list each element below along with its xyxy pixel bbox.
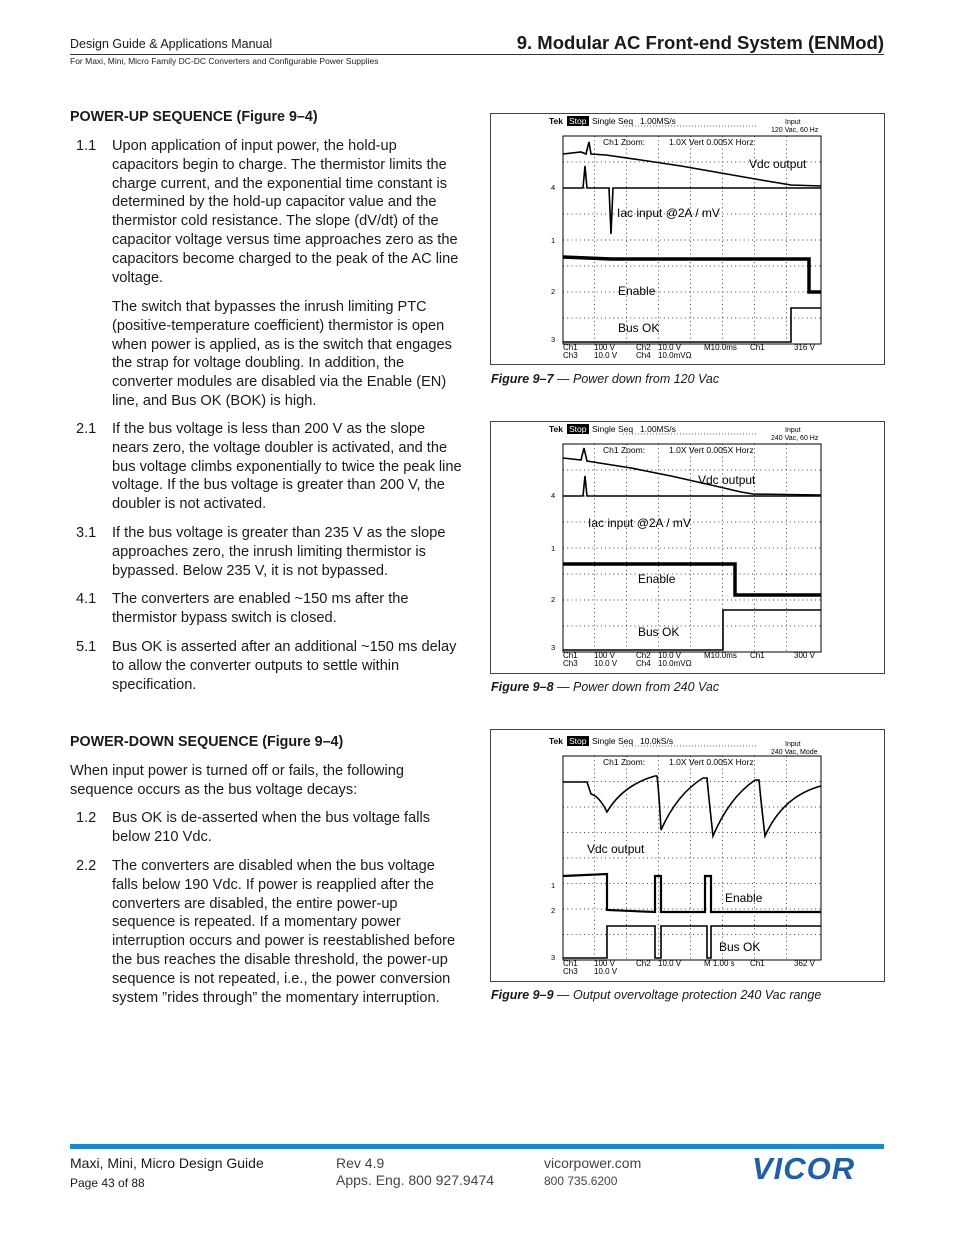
channel-markers [551, 881, 555, 962]
trace-vdc [563, 776, 821, 836]
powerdown-heading: POWER-DOWN SEQUENCE (Figure 9–4) [70, 734, 344, 750]
figure-label: Figure 9–9 [491, 988, 554, 1002]
svg-text:100 V: 100 V [594, 343, 615, 352]
svg-text:240 Vac, 60 Hz: 240 Vac, 60 Hz [771, 435, 819, 442]
svg-text:Bus OK: Bus OK [638, 625, 680, 639]
manual-title: Design Guide & Applications Manual [70, 37, 273, 51]
svg-text:2: 2 [551, 287, 556, 296]
svg-text:1: 1 [551, 236, 556, 245]
powerdown-intro: When input power is turned off or fails, the following sequence occurs as the bus voltage decays: [70, 763, 404, 798]
label-iac: Iac input @2A / mV [617, 206, 720, 220]
scope-zoom-values: 1.0X Vert 0.005X Horz [669, 137, 754, 147]
svg-text:3: 3 [551, 643, 556, 652]
scope-bottom-readout [563, 651, 816, 668]
scope-top-bar [549, 424, 819, 442]
svg-text:Ch4: Ch4 [636, 659, 651, 668]
svg-text:Ch1: Ch1 [750, 959, 765, 968]
figure-label: Figure 9–8 [491, 680, 554, 694]
svg-text:M10.0ms: M10.0ms [704, 651, 737, 660]
svg-text:Ch4: Ch4 [636, 351, 651, 360]
traces [563, 142, 821, 342]
svg-text:100 V: 100 V [594, 959, 615, 968]
svg-text:Input: Input [785, 427, 801, 434]
figure-caption [491, 680, 719, 694]
svg-text:362 V: 362 V [794, 959, 815, 968]
trace-labels [587, 842, 763, 954]
header-divider [70, 54, 884, 55]
channel-markers [551, 183, 555, 344]
scope-top-bar [549, 116, 819, 134]
scope-figure-9-7 [490, 113, 885, 365]
svg-text:10.0mVΩ: 10.0mVΩ [658, 659, 692, 668]
scope-input-title: Input [785, 119, 801, 126]
svg-text:Stop: Stop [569, 736, 587, 746]
svg-text:10.0 V: 10.0 V [658, 959, 682, 968]
svg-text:Stop: Stop [569, 424, 587, 434]
traces [563, 448, 821, 650]
figure-caption-text: — Output overvoltage protection 240 Vac range [553, 988, 822, 1002]
svg-text:Ch1 Zoom:: Ch1 Zoom: [603, 445, 646, 455]
footer-accent-bar [70, 1144, 884, 1149]
trace-labels [588, 473, 756, 639]
figure-caption [491, 988, 821, 1002]
manual-subtitle: For Maxi, Mini, Micro Family DC-DC Converters and Configurable Power Supplies [70, 56, 379, 66]
svg-text:Ch3: Ch3 [563, 659, 578, 668]
svg-text:1.00MS/s: 1.00MS/s [640, 424, 676, 434]
scope-figure-9-9 [490, 729, 885, 982]
trace-enable [563, 874, 821, 912]
label-enable: Enable [618, 284, 656, 298]
item-text: Bus OK is asserted after an additional ~150 ms delay to allow the converter outputs to settle within specification. [112, 639, 457, 693]
trace-busok [563, 308, 821, 342]
svg-text:Ch1 Zoom:: Ch1 Zoom: [603, 757, 646, 767]
svg-text:100 V: 100 V [594, 651, 615, 660]
figure-caption [491, 372, 719, 386]
svg-text:Vdc output: Vdc output [698, 473, 756, 487]
trace-busok [563, 926, 821, 958]
footer-website[interactable]: vicorpower.com [544, 1155, 642, 1171]
svg-text:Tek: Tek [549, 424, 564, 434]
scope-bottom-readout [563, 959, 816, 976]
item-number: 1.1 [76, 138, 97, 154]
trace-vdc [563, 448, 821, 495]
scope-acq: Single Seq [592, 116, 634, 126]
footer-guide-title: Maxi, Mini, Micro Design Guide [70, 1155, 264, 1171]
item-text: The converters are enabled ~150 ms after the thermistor bypass switch is closed. [112, 591, 409, 626]
item-number: 5.1 [76, 639, 97, 655]
svg-text:240 Vac, Mode: 240 Vac, Mode [771, 749, 818, 756]
item-number: 2.1 [76, 421, 97, 437]
svg-text:Tek: Tek [549, 736, 564, 746]
trace-busok [563, 610, 821, 650]
svg-text:4: 4 [551, 183, 556, 192]
figure-caption-text: — Power down from 120 Vac [553, 372, 720, 386]
figure-label: Figure 9–7 [491, 372, 554, 386]
channel-markers [551, 491, 555, 652]
svg-text:2: 2 [551, 906, 556, 915]
svg-text:10.0 V: 10.0 V [594, 659, 618, 668]
trace-enable [563, 564, 821, 595]
svg-text:Ch1: Ch1 [750, 343, 765, 352]
svg-text:Single Seq: Single Seq [592, 424, 634, 434]
vicor-logo [752, 1154, 886, 1189]
svg-text:Vdc output: Vdc output [587, 842, 645, 856]
svg-text:Ch2: Ch2 [636, 959, 651, 968]
svg-text:3: 3 [551, 335, 556, 344]
label-busok: Bus OK [618, 321, 660, 335]
item-text: Upon application of input power, the hold-up capacitors begin to charge. The thermistor limits the charge current, and the exponential time constant is determined by the hold-up capacitor value and the thermistor cold resistance. The slope (dV/dt) of the capacitor voltage versus time approaches zero as the capacitors become charged to the peak of the AC line voltage. [112, 138, 459, 286]
item-number: 2.2 [76, 858, 97, 874]
svg-text:10.0 V: 10.0 V [594, 967, 618, 976]
svg-text:Ch1: Ch1 [750, 651, 765, 660]
scope-rate: 1.00MS/s [640, 116, 676, 126]
footer-revision: Rev 4.9 [336, 1155, 385, 1171]
svg-text:Single Seq: Single Seq [592, 736, 634, 746]
svg-text:10.0 V: 10.0 V [594, 351, 618, 360]
item-text: Bus OK is de-asserted when the bus voltage falls below 210 Vdc. [112, 810, 430, 845]
scope-figure-9-8 [490, 421, 885, 674]
svg-text:3: 3 [551, 953, 556, 962]
section-title: 9. Modular AC Front-end System (ENMod) [516, 32, 884, 53]
footer-phone: 800 735.6200 [544, 1174, 618, 1188]
svg-text:M10.0ms: M10.0ms [704, 343, 737, 352]
label-vdc: Vdc output [749, 157, 807, 171]
svg-text:Input: Input [785, 741, 801, 748]
svg-text:Ch3: Ch3 [563, 351, 578, 360]
item-text: The converters are disabled when the bus voltage falls below 190 Vdc. If power is reapplied after the converters are disabled, the entire power-up sequence is repeated. If a momentary power interruption occurs and power is reestablished before the bus reaches the disable threshold, the power-up sequence is not repeated, i.e., the power conversion system ”rides through” the momentary interruption. [112, 858, 456, 1006]
svg-text:Ch1: Ch1 [563, 959, 578, 968]
trace-enable [563, 257, 821, 292]
svg-text:10.0 V: 10.0 V [658, 343, 682, 352]
scope-top-bar [549, 736, 818, 756]
powerup-heading: POWER-UP SEQUENCE (Figure 9–4) [70, 109, 318, 125]
svg-text:Enable: Enable [638, 572, 676, 586]
page-number: Page 43 of 88 [70, 1176, 145, 1190]
svg-text:10.0kS/s: 10.0kS/s [640, 736, 674, 746]
grid [563, 444, 821, 652]
svg-text:Ch2: Ch2 [636, 651, 651, 660]
svg-text:1: 1 [551, 544, 556, 553]
scope-bottom-readout [563, 343, 816, 360]
svg-text:Enable: Enable [725, 891, 763, 905]
scope-stop: Stop [569, 116, 587, 126]
figure-caption-text: — Power down from 240 Vac [553, 680, 720, 694]
item-text: If the bus voltage is less than 200 V as the slope nears zero, the voltage doubler is activated, and the bus voltage climbs exponentially to twice the peak line voltage. If the bus voltage is greater than 200 V, the doubler is not activated. [112, 421, 462, 513]
trace-iac [563, 476, 821, 496]
svg-text:1: 1 [551, 881, 556, 890]
svg-text:Ch1: Ch1 [563, 343, 578, 352]
trace-iac [563, 166, 821, 234]
text-column [70, 108, 465, 1038]
svg-text:Iac input @2A / mV: Iac input @2A / mV [588, 516, 691, 530]
scope-input-value: 120 Vac, 60 Hz [771, 127, 819, 134]
svg-text:1.0X Vert 0.005X Horz: 1.0X Vert 0.005X Horz [669, 445, 754, 455]
item-number: 1.2 [76, 810, 97, 826]
item-number: 4.1 [76, 591, 97, 607]
svg-text:Ch1: Ch1 [563, 651, 578, 660]
svg-text:2: 2 [551, 595, 556, 604]
traces [563, 776, 821, 958]
svg-text:4: 4 [551, 491, 556, 500]
svg-text:1.0X Vert 0.005X Horz: 1.0X Vert 0.005X Horz [669, 757, 754, 767]
scope-brand: Tek [549, 116, 564, 126]
scope-zoom: Ch1 Zoom: [603, 137, 646, 147]
item-text: If the bus voltage is greater than 235 V as the slope approaches zero, the inrush limiting thermistor is bypassed. Below 235 V, it is not bypassed. [112, 525, 446, 579]
item-number: 3.1 [76, 525, 97, 541]
svg-text:316 V: 316 V [794, 343, 815, 352]
logo-text: VICOR [752, 1154, 856, 1184]
svg-text:Ch3: Ch3 [563, 967, 578, 976]
svg-text:10.0mVΩ: 10.0mVΩ [658, 351, 692, 360]
svg-text:Bus OK: Bus OK [719, 940, 761, 954]
svg-text:300 V: 300 V [794, 651, 815, 660]
svg-text:Ch2: Ch2 [636, 343, 651, 352]
item-text: The switch that bypasses the inrush limiting PTC (positive-temperature coefficient) thermistor is open when power is applied, as is the switch that engages the strap for voltage doubling. In addition, the converter modules are disabled via the Enable (EN) line, and Bus OK (BOK) is high. [112, 299, 452, 409]
svg-text:M 1.00 s: M 1.00 s [704, 959, 735, 968]
svg-text:10.0 V: 10.0 V [658, 651, 682, 660]
footer-apps-phone: Apps. Eng. 800 927.9474 [336, 1172, 495, 1188]
